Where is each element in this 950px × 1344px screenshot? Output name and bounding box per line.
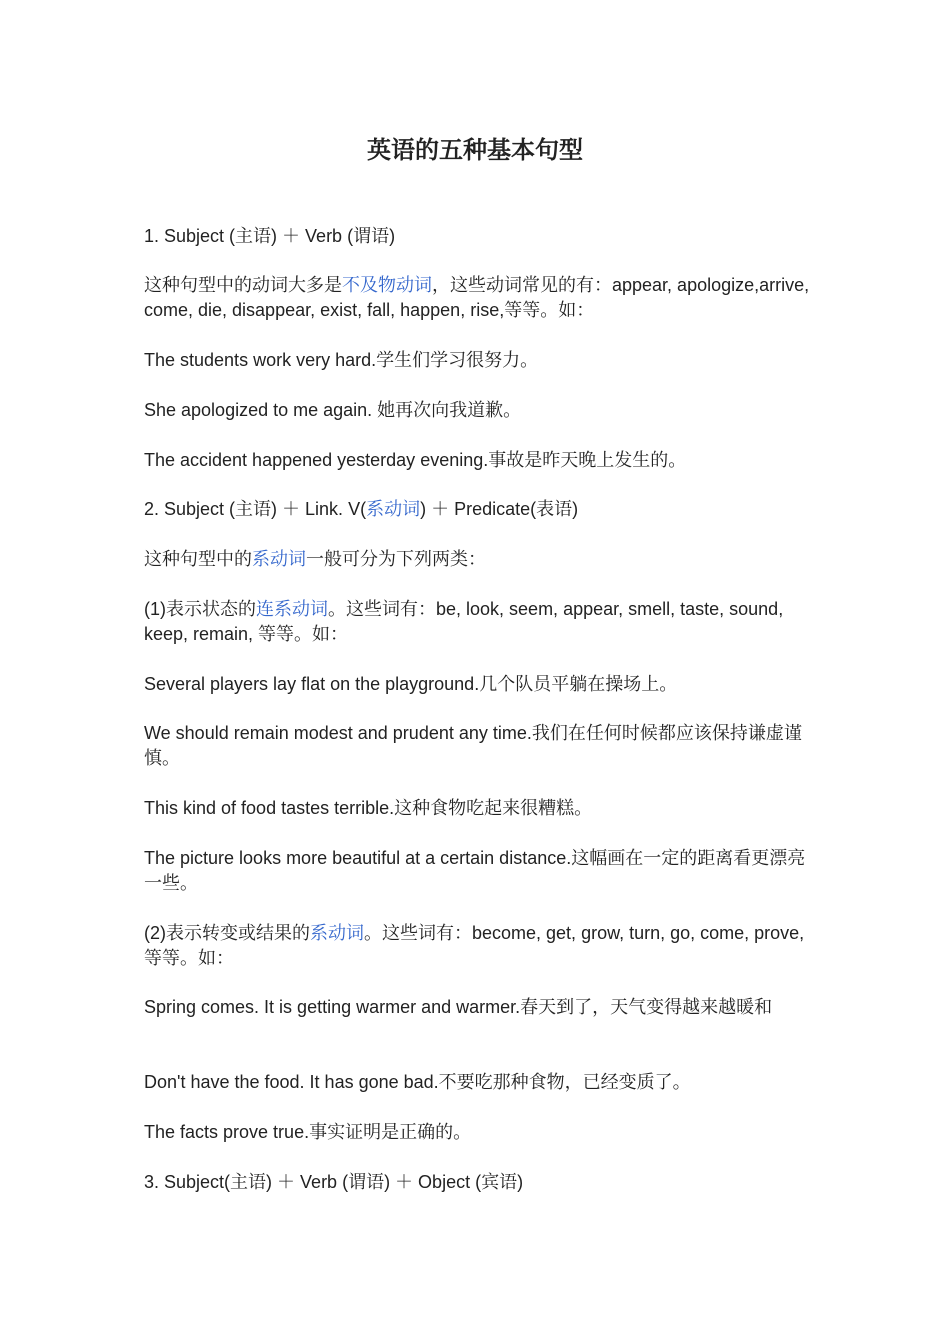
example-text: The students work very hard.学生们学习很努力。: [144, 350, 539, 370]
example-text: Don't have the food. It has gone bad.不要吃那种食物，已经变质了。: [144, 1072, 691, 1092]
example-text: The picture looks more beautiful at a certain distance.这幅画在一定的距离看更漂亮一些。: [144, 848, 806, 893]
heading-text: 1. Subject (主语) ＋ Verb (谓语): [144, 226, 396, 246]
paragraph-text: 。这些词有：become, get, grow, turn, go, come, prove,等等。如：: [144, 923, 805, 968]
heading-pattern-3: [144, 1170, 810, 1195]
example-text: This kind of food tastes terrible.这种食物吃起来很糟糕。: [144, 798, 593, 818]
link-linking-verb[interactable]: 系动词: [252, 549, 306, 569]
example-sentence: [144, 448, 810, 473]
example-sentence: [144, 846, 810, 896]
example-sentence: [144, 995, 810, 1020]
heading-text: ) ＋ Predicate(表语): [420, 499, 579, 519]
example-sentence: [144, 1070, 810, 1095]
heading-pattern-2: [144, 497, 810, 522]
page-title: 英语的五种基本句型: [367, 135, 583, 164]
paragraph-change-verbs: [144, 921, 810, 971]
link-copula-verb[interactable]: 连系动词: [256, 599, 328, 619]
paragraph-text: (2)表示转变或结果的: [144, 923, 310, 943]
link-linking-verb[interactable]: 系动词: [310, 923, 364, 943]
heading-pattern-1: [144, 224, 810, 249]
example-sentence: [144, 672, 810, 697]
example-sentence: [144, 721, 810, 771]
heading-text: 3. Subject(主语) ＋ Verb (谓语) ＋ Object (宾语): [144, 1172, 524, 1192]
example-sentence: [144, 398, 810, 423]
example-text: Spring comes. It is getting warmer and warmer.春天到了，天气变得越来越暖和: [144, 997, 773, 1017]
example-sentence: [144, 796, 810, 821]
paragraph-text: 这种句型中的动词大多是: [144, 275, 342, 295]
paragraph-text: 这种句型中的: [144, 549, 252, 569]
example-text: Several players lay flat on the playground.几个队员平躺在操场上。: [144, 674, 678, 694]
example-text: She apologized to me again. 她再次向我道歉。: [144, 400, 522, 420]
paragraph-linking-verb-types: [144, 547, 810, 572]
paragraph-intransitive-verbs: [144, 273, 810, 323]
paragraph-text: 一般可分为下列两类：: [306, 549, 486, 569]
heading-text: 2. Subject (主语) ＋ Link. V(: [144, 499, 367, 519]
paragraph-text: ，这些动词常见的有：appear, apologize,arrive, come, die, disappear, exist, fall, happen, rise,等等。如：: [144, 275, 810, 320]
example-text: The accident happened yesterday evening.事故是昨天晚上发生的。: [144, 450, 687, 470]
example-sentence: [144, 1120, 810, 1145]
example-text: We should remain modest and prudent any time.我们在任何时候都应该保持谦虚谨慎。: [144, 723, 802, 768]
paragraph-state-verbs: [144, 597, 810, 647]
example-sentence: [144, 348, 810, 373]
paragraph-text: (1)表示状态的: [144, 599, 256, 619]
link-linking-verb[interactable]: 系动词: [366, 499, 421, 519]
paragraph-text: 。这些词有：be, look, seem, appear, smell, taste, sound, keep, remain, 等等。如：: [144, 599, 784, 644]
link-intransitive-verb[interactable]: 不及物动词: [342, 275, 432, 295]
example-text: The facts prove true.事实证明是正确的。: [144, 1122, 472, 1142]
